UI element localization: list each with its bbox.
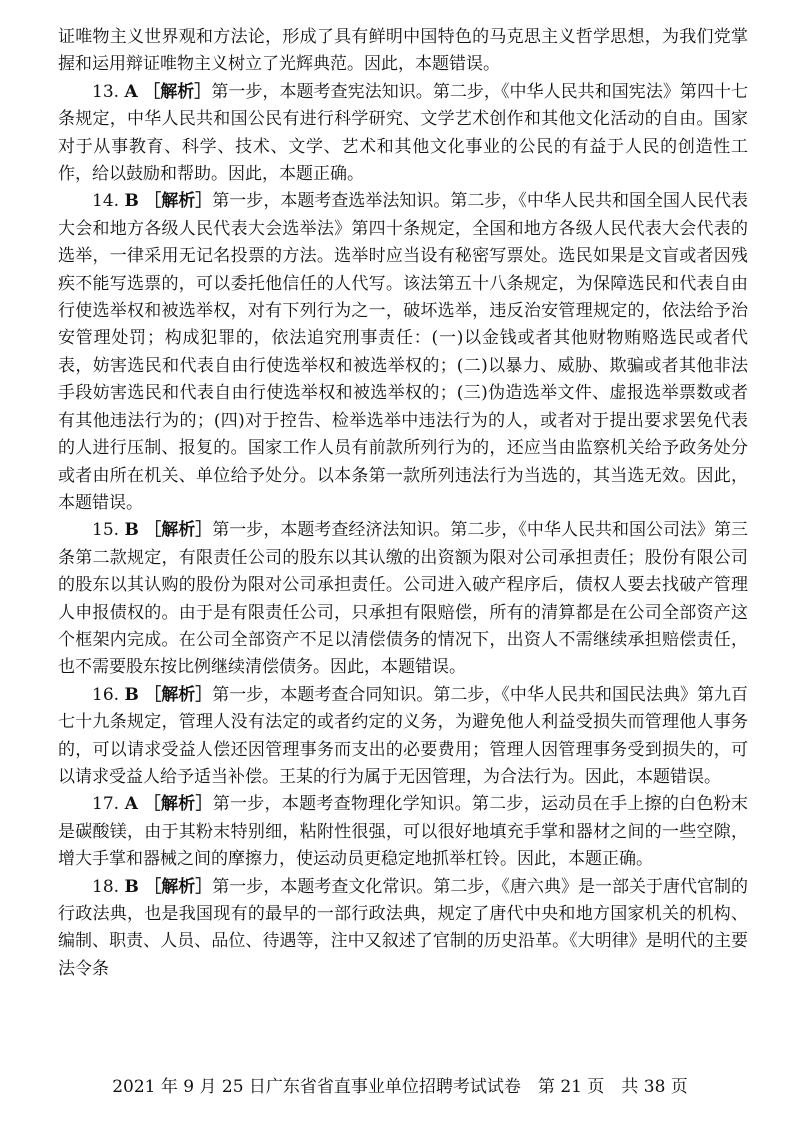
item-analysis-tag: ［解析］ bbox=[143, 794, 213, 815]
item-number: 13. bbox=[92, 81, 120, 102]
item-analysis-tag: ［解析］ bbox=[143, 81, 212, 102]
item-analysis-tag: ［解析］ bbox=[144, 876, 213, 897]
item-analysis-tag: ［解析］ bbox=[144, 191, 213, 212]
item-explanation: 第一步，本题考查合同知识。第二步，《中华人民共和国民法典》第九百七十九条规定，管理人没有法定的或者约定的义务，为避免他人利益受损失而管理他人事务的，可以请求受益人偿还因管理事务而支出的必要费用；管理人因管理事务受到损失的，可以请求受益人给予适当补偿。王某的行为属于无因管理，为合法行为。因此，本题错误。 bbox=[58, 684, 749, 787]
item-number: 16. bbox=[92, 684, 120, 705]
answer-item-15 bbox=[58, 517, 748, 681]
item-answer: B bbox=[124, 520, 139, 541]
item-explanation: 第一步，本题考查物理化学知识。第二步，运动员在手上擦的白色粉末是碳酸镁，由于其粉末特别细，粘附性很强，可以很好地填充手掌和器材之间的一些空隙，增大手掌和器械之间的摩擦力，使运动员更稳定地抓举杠铃。因此，本题正确。 bbox=[58, 794, 749, 870]
answer-item-17 bbox=[58, 791, 748, 873]
item-explanation: 第一步，本题考查经济法知识。第二步，《中华人民共和国公司法》第三条第二款规定，有限责任公司的股东以其认缴的出资额为限对公司承担责任；股份有限公司的股东以其认购的股份为限对公司承担责任。公司进入破产程序后，债权人要去找破产管理人申报债权的。由于是有限责任公司，只承担有限赔偿，所有的清算都是在公司全部资产这个框架内完成。在公司全部资产不足以清偿债务的情况下，出资人不需继续承担赔偿责任，也不需要股东按比例继续清偿债务。因此，本题错误。 bbox=[58, 520, 749, 678]
item-answer: A bbox=[124, 794, 138, 815]
item-number: 14. bbox=[92, 191, 120, 212]
item-answer: B bbox=[124, 191, 139, 212]
item-explanation: 第一步，本题考查选举法知识。第二步，《中华人民共和国全国人民代表大会和地方各级人民代表大会选举法》第四十条规定，全国和地方各级人民代表大会代表的选举，一律采用无记名投票的方法。选举时应当设有秘密写票处。选民如果是文盲或者因残疾不能写选票的，可以委托他信任的人代写。该法第五十八条规定，为保障选民和代表自由行使选举权和被选举权，对有下列行为之一，破坏选举，违反治安管理规定的，依法给予治安管理处罚；构成犯罪的，依法追究刑事责任：(一)以金钱或者其他财物贿赂选民或者代表，妨害选民和代表自由行使选举权和被选举权的；(二)以暴力、威胁、欺骗或者其他非法手段妨害选民和代表自由行使选举权和被选举权的；(三)伪造选举文件、虚报选举票数或者有其他违法行为的；(四)对于控告、检举选举中违法行为的人，或者对于提出要求罢免代表的人进行压制、报复的。国家工作人员有前款所列行为的，还应当由监察机关给予政务处分或者由所在机关、单位给予处分。以本条第一款所列违法行为当选的，其当选无效。因此，本题错误。 bbox=[58, 191, 749, 513]
answer-item-13 bbox=[58, 79, 748, 189]
item-analysis-tag: ［解析］ bbox=[144, 520, 213, 541]
item-explanation: 第一步，本题考查文化常识。第二步，《唐六典》是一部关于唐代官制的行政法典，也是我国现有的最早的一部行政法典，规定了唐代中央和地方国家机关的机构、编制、职责、人员、品位、待遇等，注中又叙述了官制的历史沿革。《大明律》是明代的主要法令条 bbox=[58, 876, 749, 979]
answer-item-16 bbox=[58, 682, 748, 792]
item-explanation: 第一步，本题考查宪法知识。第二步，《中华人民共和国宪法》第四十七条规定，中华人民共和国公民有进行科学研究、文学艺术创作和其他文化活动的自由。国家对于从事教育、科学、技术、文学、艺术和其他文化事业的公民的有益于人民的创造性工作，给以鼓励和帮助。因此，本题正确。 bbox=[58, 81, 749, 185]
continuation-paragraph: 证唯物主义世界观和方法论，形成了具有鲜明中国特色的马克思主义哲学思想，为我们党掌握和运用辩证唯物主义树立了光辉典范。因此，本题错误。 bbox=[58, 27, 748, 75]
page-body bbox=[58, 24, 748, 983]
item-number: 17. bbox=[92, 794, 120, 815]
answer-item-18 bbox=[58, 874, 748, 984]
item-analysis-tag: ［解析］ bbox=[144, 684, 213, 705]
item-answer: A bbox=[124, 81, 138, 102]
item-answer: B bbox=[124, 684, 139, 705]
item-answer: B bbox=[124, 876, 139, 897]
item-number: 15. bbox=[92, 520, 120, 541]
answer-item-14 bbox=[58, 188, 748, 517]
item-number: 18. bbox=[92, 876, 120, 897]
page-footer: 2021 年 9 月 25 日广东省省直事业单位招聘考试试卷 第 21 页 共 38 页 bbox=[112, 1077, 688, 1097]
